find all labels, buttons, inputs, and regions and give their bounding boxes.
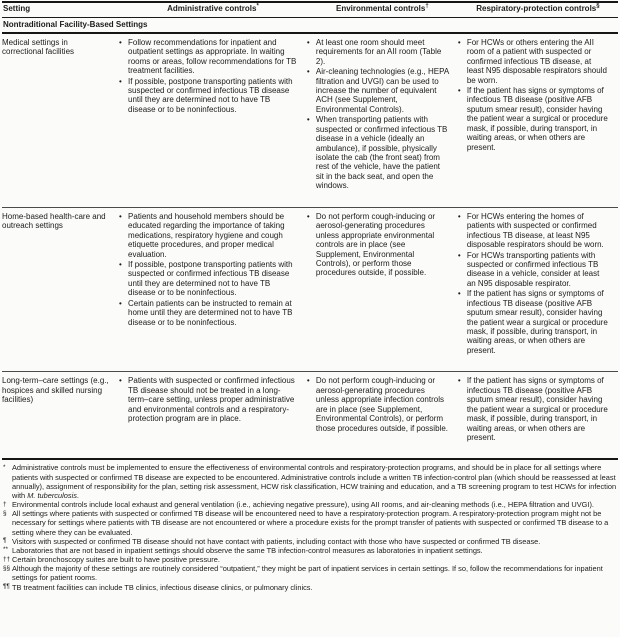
bullet-item xyxy=(458,38,610,85)
bullet-icon: • xyxy=(119,298,122,308)
bullet-item xyxy=(307,67,450,114)
bullet-icon: • xyxy=(457,211,461,221)
bullet-icon: • xyxy=(119,376,122,386)
bullet-icon: • xyxy=(306,115,310,125)
bullet-icon: • xyxy=(457,250,461,260)
bullet-text: If possible, postpone transporting patients with suspected or confirmed infectious TB disease until they are determined not to have TB disease or to be noninfectious. xyxy=(128,259,293,298)
column-header-respiratory xyxy=(458,2,618,17)
italic-species-name: M. tuberculosis xyxy=(27,490,77,500)
column-header-setting xyxy=(2,2,119,17)
respiratory-controls-cell xyxy=(458,207,618,372)
bullet-text: For HCWs entering the homes of patients with suspected or confirmed infectious TB disease, at least N95 disposable respirators should be worn. xyxy=(466,211,604,250)
bullet-text: At least one room should meet requirements for an AII room (Table 2). xyxy=(315,37,442,66)
footnote-marker: ¶¶ xyxy=(3,583,10,591)
respiratory-controls-cell xyxy=(458,33,618,208)
footnote xyxy=(3,583,617,592)
footnote xyxy=(3,555,617,564)
setting-cell: Long-term–care settings (e.g., hospices and skilled nursing facilities) xyxy=(2,372,119,460)
footnote-text: Certain bronchoscopy suites are built to have positive pressure. xyxy=(12,555,220,565)
footnote-text: TB treatment facilities can include TB clinics, infectious disease clinics, or pulmonary clinics. xyxy=(12,582,313,592)
footnote-marker: § xyxy=(3,509,7,517)
bullet-item xyxy=(119,77,299,115)
table-row xyxy=(2,207,618,372)
bullet-item xyxy=(307,376,450,433)
bullet-item xyxy=(458,251,610,289)
bullet-icon: • xyxy=(457,289,461,299)
table-body xyxy=(2,17,618,459)
bullet-item xyxy=(119,299,299,327)
bullet-item xyxy=(119,260,299,298)
bullet-text: For HCWs transporting patients with suspected or confirmed infectious TB disease in a vehicle, consider at least an N95 disposable respirator. xyxy=(466,250,600,288)
footnote-marker: †† xyxy=(3,555,11,563)
bullet-icon: • xyxy=(119,211,122,221)
footnote xyxy=(3,500,617,509)
bullet-text: If possible, postpone transporting patients with suspected or confirmed infectious TB disease until they are determined not to have TB disease or to be noninfectious. xyxy=(128,76,293,114)
bullet-text: For HCWs or others entering the AII room of a patient with suspected or confirmed infectious TB disease, at least N95 disposable respirators should be worn. xyxy=(466,37,607,85)
footnote-ref-asterisk: * xyxy=(256,3,259,10)
footnote-ref-dagger: † xyxy=(425,3,429,10)
column-header-environmental xyxy=(307,2,458,17)
bullet-icon: • xyxy=(119,259,122,269)
bullet-icon: • xyxy=(457,85,461,95)
environmental-controls-cell xyxy=(307,207,458,372)
footnote-text: Environmental controls include local exhaust and general ventilation (i.e., achieving negative pressure), using AII rooms, and air-cleaning methods (i.e., HEPA filtration and UVGI). xyxy=(12,500,594,510)
column-header-label: Setting xyxy=(3,4,31,13)
footnote-marker: † xyxy=(3,500,7,508)
bullet-icon: • xyxy=(457,376,461,386)
bullet-text: Patients with suspected or confirmed infectious TB disease should not be treated in a long-term–care setting, unless proper administrative and environmental controls and a respiratory-protection program are in place. xyxy=(128,376,295,424)
bullet-item xyxy=(307,115,450,191)
bullet-item xyxy=(458,86,610,152)
respiratory-controls-cell xyxy=(458,372,618,460)
bullet-text: Do not perform cough-inducing or aerosol-generating procedures unless appropriate infection controls are in place (see Supplement, Environmental Controls), or perform those procedures outside, if possible. xyxy=(315,376,448,433)
bullet-item xyxy=(119,38,299,76)
bullet-text: Patients and household members should be educated regarding the importance of taking medications, respiratory hygiene and cough etiquette procedures, and proper medical evaluation. xyxy=(128,211,285,259)
footnote xyxy=(3,546,617,555)
bullet-text: If the patient has signs or symptoms of infectious TB disease (positive AFB sputum smear result), consider having the patient wear a surgical or procedure mask, if possible, during transport, in waiting areas, or when others are present. xyxy=(466,289,608,355)
bullet-item xyxy=(119,376,299,423)
administrative-controls-cell xyxy=(119,372,307,460)
bullet-text: When transporting patients with suspected or confirmed infectious TB disease in a vehicle (ideally an ambulance), if possible, physically isolate the cab (the front seat) from rest of the vehicle, have the patient sit in the back seat, and open the windows. xyxy=(315,115,448,191)
bullet-icon: • xyxy=(306,376,310,386)
bullet-text: Certain patients can be instructed to remain at home until they are determined not to have TB disease or to be noninfectious. xyxy=(128,298,293,327)
footnote-text: Laboratories that are not based in inpatient settings should observe the same TB infection-control measures as laboratories in inpatient settings. xyxy=(12,545,483,555)
footnote xyxy=(3,509,617,537)
bullet-text: Follow recommendations for inpatient and outpatient settings as appropriate. In waiting rooms or areas, follow recommendations for TB treatment facilities. xyxy=(128,37,297,76)
tb-controls-table xyxy=(2,1,618,460)
bullet-icon: • xyxy=(306,67,310,77)
bullet-item xyxy=(458,212,610,250)
setting-cell: Home-based health-care and outreach settings xyxy=(2,207,119,372)
bullet-item xyxy=(458,376,610,442)
bullet-icon: • xyxy=(306,211,310,221)
header-row xyxy=(2,2,618,17)
bullet-text: Do not perform cough-inducing or aerosol-generating procedures unless appropriate environmental controls are in place (see Supplement, Environmental Controls), or perform those procedures outside, if possible. xyxy=(315,211,436,278)
section-header-row xyxy=(2,17,618,33)
setting-cell: Medical settings in correctional facilities xyxy=(2,33,119,208)
bullet-text: Air-cleaning technologies (e.g., HEPA filtration and UVGI) can be used to increase the number of equivalent ACH (see Supplement, Environmental Controls). xyxy=(315,67,449,114)
column-header-administrative xyxy=(119,2,307,17)
environmental-controls-cell xyxy=(307,33,458,208)
bullet-icon: • xyxy=(119,76,122,86)
footnote xyxy=(3,537,617,546)
footnote-marker: ** xyxy=(3,546,8,554)
section-header: Nontraditional Facility-Based Settings xyxy=(2,17,618,33)
footnote xyxy=(3,564,617,582)
bullet-item xyxy=(458,289,610,355)
footnote-marker: ¶ xyxy=(3,537,7,545)
footnotes-block xyxy=(2,460,618,591)
column-header-label: Environmental controls xyxy=(336,4,426,13)
bullet-icon: • xyxy=(306,37,310,47)
footnote xyxy=(3,463,617,500)
bullet-text: If the patient has signs or symptoms of infectious TB disease (positive AFB sputum smear result), consider having the patient wear a surgical or procedure mask, if possible, during transport, in waiting areas, or when others are present. xyxy=(466,376,608,442)
footnote-ref-section: § xyxy=(596,3,600,10)
bullet-icon: • xyxy=(119,37,122,47)
administrative-controls-cell xyxy=(119,33,307,208)
column-header-label: Administrative controls xyxy=(167,4,257,13)
bullet-text: If the patient has signs or symptoms of infectious TB disease (positive AFB sputum smear result), consider having the patient wear a surgical or procedure mask, if possible, during transport, in waiting areas, or when others are present. xyxy=(466,85,608,152)
footnote-marker: * xyxy=(3,463,6,471)
column-header-label: Respiratory-protection controls xyxy=(476,4,597,13)
bullet-icon: • xyxy=(457,37,461,47)
footnote-marker: §§ xyxy=(3,564,11,572)
environmental-controls-cell xyxy=(307,372,458,460)
bullet-item xyxy=(307,212,450,278)
footnote-text: All settings where patients with suspected or confirmed TB disease will be encountered need to have a respiratory-protection program. A respiratory-protection program might not be necessary for settings where patients with TB disease are not encountered or where a procedure exists for the prompt transfer of patients with suspected or confirmed TB disease to a setting where they can be evaluated. xyxy=(12,509,609,537)
footnote-text: Although the majority of these settings are routinely considered “outpatient,” they might be part of inpatient services in certain settings. If so, follow the recommendations for inpatient settings for patient rooms. xyxy=(12,564,603,583)
bullet-item xyxy=(119,212,299,259)
table-row xyxy=(2,33,618,208)
bullet-item xyxy=(307,38,450,66)
administrative-controls-cell xyxy=(119,207,307,372)
table-row xyxy=(2,372,618,460)
footnote-text: Administrative controls must be implemented to ensure the effectiveness of environmental controls and respiratory-protection programs, and should be in place for all settings where patients with suspected or confirmed TB disease are expected to be encountered. Administrative controls include a written TB infection-control plan (which should be reassessed at least annually), assignment of responsibility for the plan, setting risk assessment, HCW risk classification, HCW training and education, and a TB screening program to test HCWs for infection with M. tuberculosis. xyxy=(12,463,617,500)
footnote-text: Visitors with suspected or confirmed TB disease should not have contact with patients, including contact with those who have suspected or confirmed TB disease. xyxy=(12,536,541,546)
